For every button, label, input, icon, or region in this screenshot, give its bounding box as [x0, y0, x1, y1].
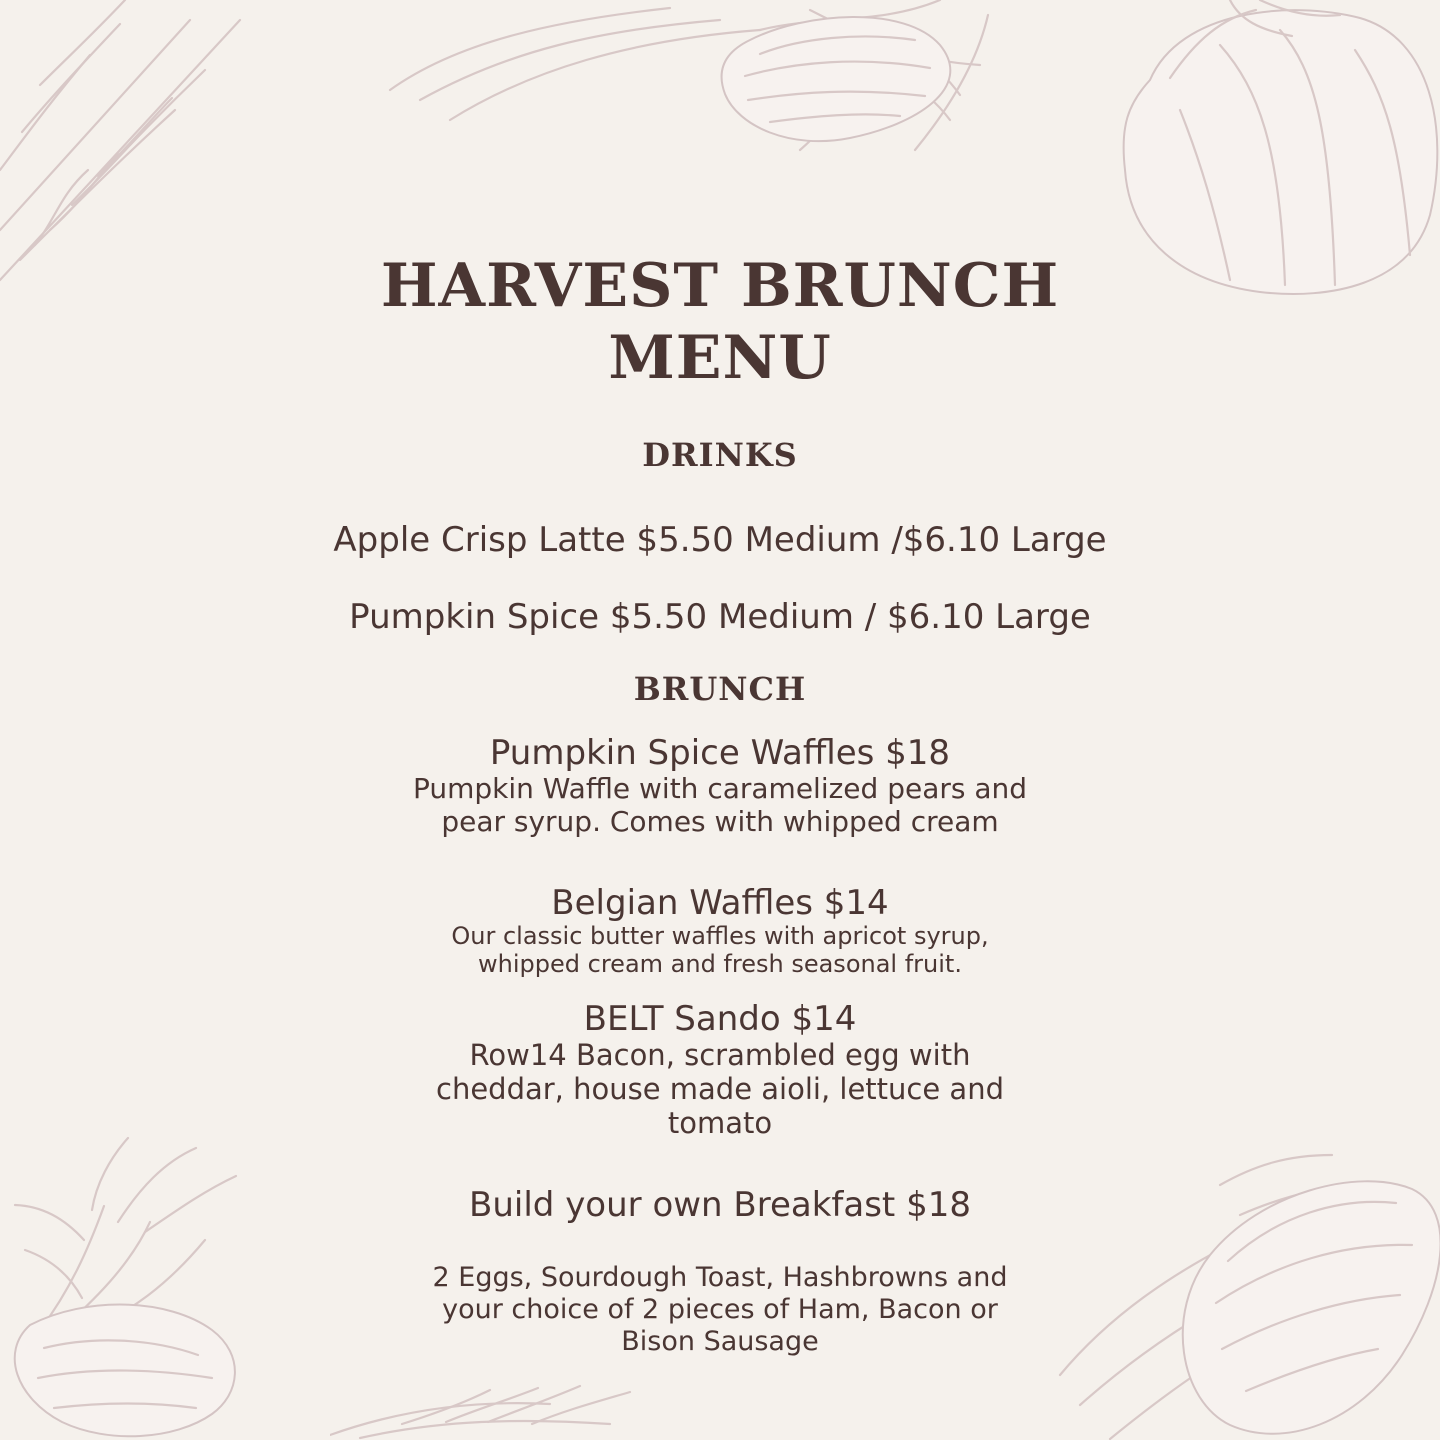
menu-title [0, 250, 1440, 394]
title-line-2: MENU [608, 323, 832, 393]
item-description: Row14 Bacon, scrambled egg with cheddar, house made aioli, lettuce and tomato [436, 1038, 1004, 1140]
brunch-item [0, 1186, 1440, 1358]
item-description: Pumpkin Waffle with caramelized pears and pear syrup. Comes with whipped cream [412, 772, 1028, 838]
drink-item: Pumpkin Spice $5.50 Medium / $6.10 Large [349, 597, 1091, 637]
item-description: Our classic butter waffles with apricot syrup, whipped cream and fresh seasonal fruit. [451, 922, 989, 978]
item-name: Pumpkin Spice Waffles $18 [489, 733, 951, 773]
drink-item: Apple Crisp Latte $5.50 Medium /$6.10 Large [333, 520, 1107, 560]
item-name: Build your own Breakfast $18 [469, 1185, 971, 1225]
item-description: 2 Eggs, Sourdough Toast, Hashbrowns and your choice of 2 pieces of Ham, Bacon or Bison Sausage [432, 1262, 1008, 1357]
brunch-heading: BRUNCH [633, 670, 807, 708]
title-line-1: HARVEST BRUNCH [380, 251, 1060, 321]
brunch-item [0, 1000, 1440, 1140]
corn-icon [340, 0, 990, 165]
item-name: BELT Sando $14 [583, 999, 857, 1039]
drinks-heading: DRINKS [642, 436, 798, 474]
item-name: Belgian Waffles $14 [551, 883, 889, 923]
wheat-icon [330, 1350, 710, 1440]
brunch-item [0, 884, 1440, 978]
brunch-item [0, 734, 1440, 838]
